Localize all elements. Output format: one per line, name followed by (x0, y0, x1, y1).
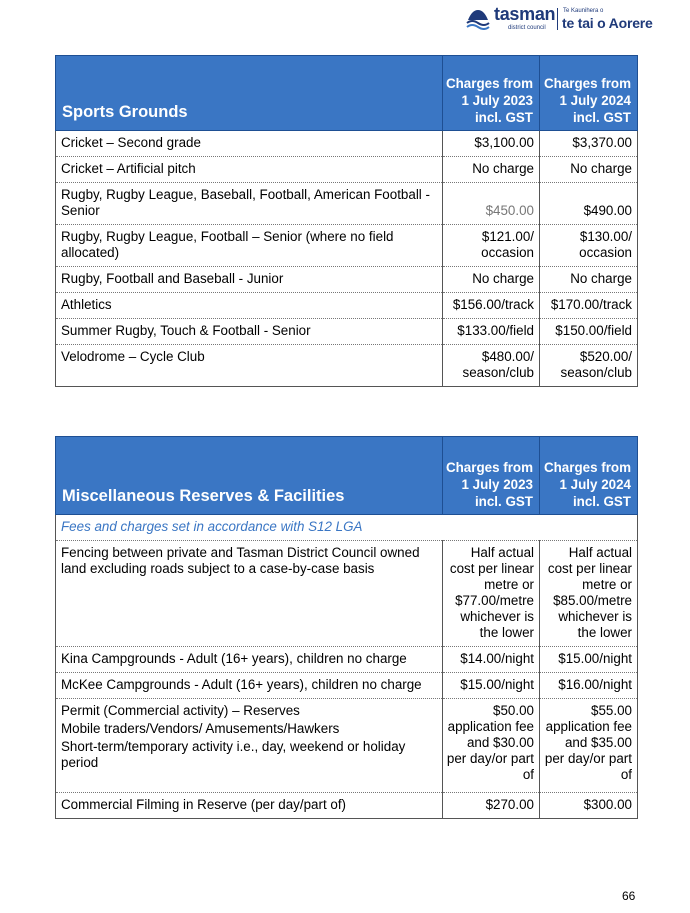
fee-item: Velodrome – Cycle Club (56, 345, 443, 387)
table-title: Miscellaneous Reserves & Facilities (56, 437, 443, 515)
fee-item (56, 699, 443, 793)
fee-2024: $3,370.00 (540, 131, 638, 157)
table-row (56, 157, 638, 183)
council-logo (466, 4, 666, 34)
fee-2024: $55.00 application fee and $35.00 per day/or part of (540, 699, 638, 793)
sports-grounds-table (55, 55, 638, 387)
table-row (56, 267, 638, 293)
table-row (56, 183, 638, 225)
table-row (56, 541, 638, 647)
table-row (56, 699, 638, 793)
fee-2023: Half actual cost per linear metre or $77.00/metre whichever is the lower (443, 541, 540, 647)
logo-maori-name: te tai o Aorere (562, 15, 653, 31)
fee-2023: $133.00/field (443, 319, 540, 345)
logo-wordmark: tasman (494, 4, 556, 24)
fee-item: Commercial Filming in Reserve (per day/part of) (56, 793, 443, 819)
fee-item-line: Permit (Commercial activity) – Reserves (61, 703, 300, 718)
fee-2023: $450.00 (443, 183, 540, 225)
table-row (56, 131, 638, 157)
table-header-row (56, 437, 638, 515)
table-row (56, 345, 638, 387)
column-header-2023: Charges from 1 July 2023 incl. GST (443, 56, 540, 131)
fee-item: Rugby, Rugby League, Football – Senior (where no field allocated) (56, 225, 443, 267)
fee-2023: No charge (443, 157, 540, 183)
fee-2024: $150.00/field (540, 319, 638, 345)
table-row (56, 293, 638, 319)
fee-item: Summer Rugby, Touch & Football - Senior (56, 319, 443, 345)
fee-2024: $170.00/track (540, 293, 638, 319)
fee-2023: $15.00/night (443, 673, 540, 699)
table-row (56, 673, 638, 699)
fee-item: Cricket – Second grade (56, 131, 443, 157)
fee-item: Fencing between private and Tasman District Council owned land excluding roads subject to a case-by-case basis (56, 541, 443, 647)
fee-2024: $300.00 (540, 793, 638, 819)
table-title: Sports Grounds (56, 56, 443, 131)
table-row (56, 515, 638, 541)
fee-2023: $156.00/track (443, 293, 540, 319)
fee-2023: $50.00 application fee and $30.00 per day/or part of (443, 699, 540, 793)
fee-item: McKee Campgrounds - Adult (16+ years), children no charge (56, 673, 443, 699)
fee-2023: $121.00/ occasion (443, 225, 540, 267)
table-row (56, 225, 638, 267)
logo-maori-small: Te Kaunihera o (563, 8, 604, 14)
fee-2023: $270.00 (443, 793, 540, 819)
column-header-2024: Charges from 1 July 2024 incl. GST (540, 56, 638, 131)
table-row (56, 319, 638, 345)
fee-2024: $520.00/ season/club (540, 345, 638, 387)
tasman-logo-icon (466, 6, 490, 30)
legislation-note: Fees and charges set in accordance with S12 LGA (56, 515, 638, 541)
fee-item-line: Mobile traders/Vendors/ Amusements/Hawkers (61, 721, 340, 736)
fee-2024: $490.00 (540, 183, 638, 225)
column-header-2023: Charges from 1 July 2023 incl. GST (443, 437, 540, 515)
misc-reserves-table (55, 436, 638, 819)
fee-item-line: Short-term/temporary activity i.e., day, weekend or holiday period (61, 739, 406, 770)
fee-item: Athletics (56, 293, 443, 319)
fee-item: Rugby, Football and Baseball - Junior (56, 267, 443, 293)
fee-item: Rugby, Rugby League, Baseball, Football, American Football - Senior (56, 183, 443, 225)
logo-subtitle: district council (508, 25, 546, 31)
fee-2023: $480.00/ season/club (443, 345, 540, 387)
page-number: 66 (622, 889, 636, 903)
fee-2024: $16.00/night (540, 673, 638, 699)
fee-2024: No charge (540, 157, 638, 183)
table-header-row (56, 56, 638, 131)
fee-2023: $14.00/night (443, 647, 540, 673)
logo-divider (557, 8, 558, 30)
fee-item: Kina Campgrounds - Adult (16+ years), children no charge (56, 647, 443, 673)
table-row (56, 647, 638, 673)
fee-2024: No charge (540, 267, 638, 293)
fee-2024: Half actual cost per linear metre or $85.00/metre whichever is the lower (540, 541, 638, 647)
fee-2024: $15.00/night (540, 647, 638, 673)
table-row (56, 793, 638, 819)
fee-item: Cricket – Artificial pitch (56, 157, 443, 183)
fee-2024: $130.00/ occasion (540, 225, 638, 267)
fee-2023: No charge (443, 267, 540, 293)
column-header-2024: Charges from 1 July 2024 incl. GST (540, 437, 638, 515)
fee-2023: $3,100.00 (443, 131, 540, 157)
